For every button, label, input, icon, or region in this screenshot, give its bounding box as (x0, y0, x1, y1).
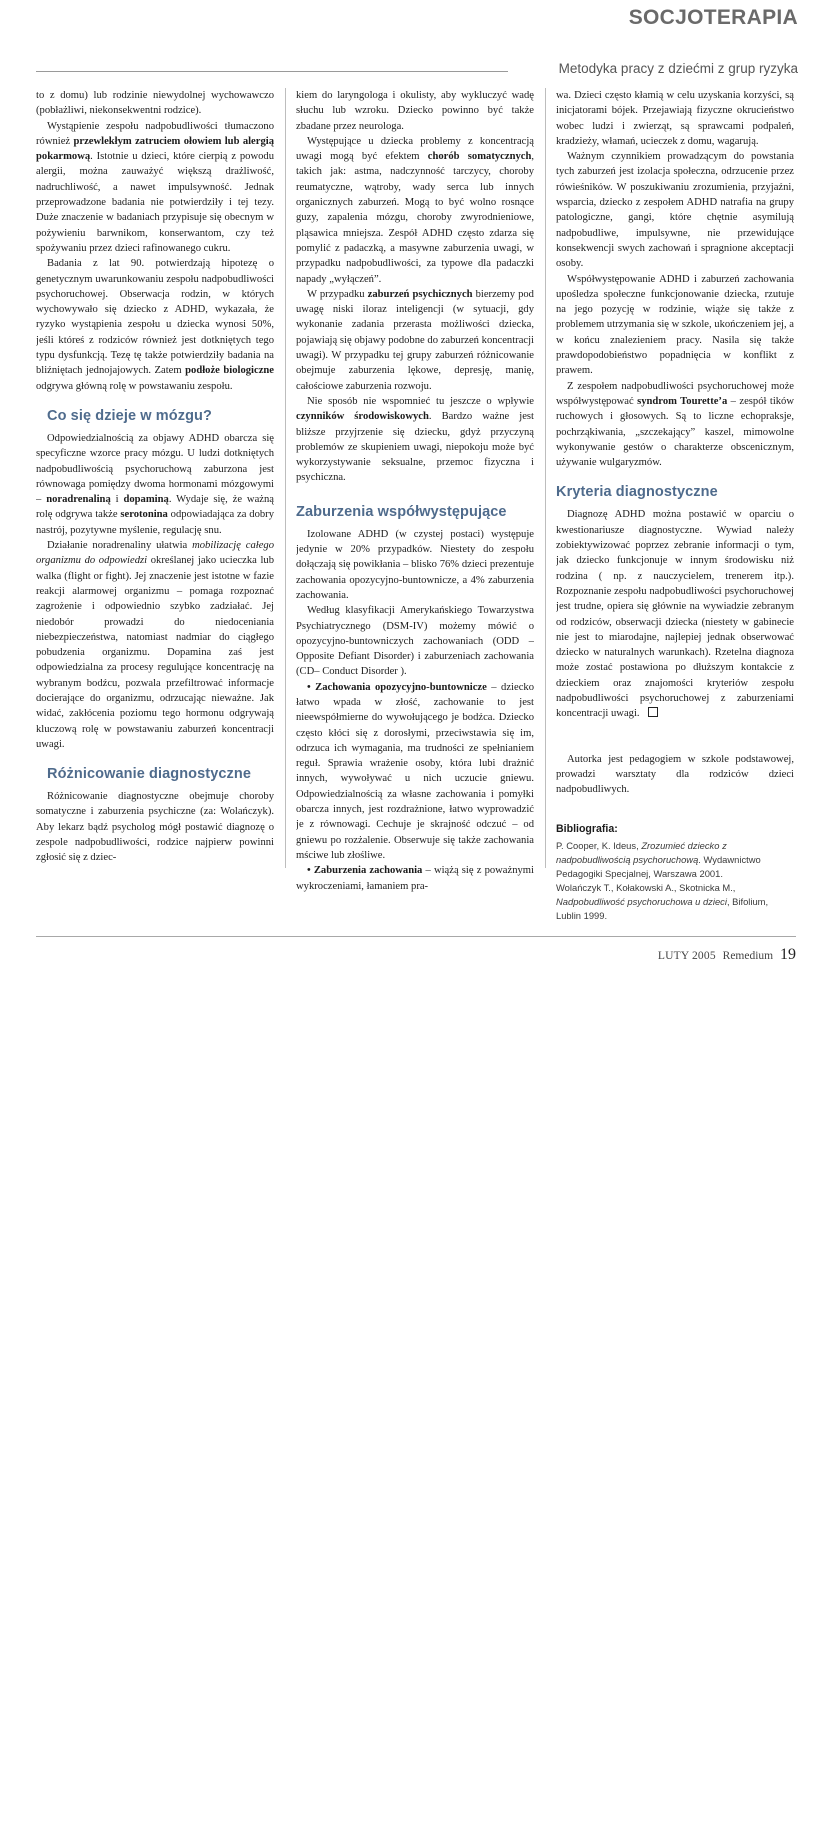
paragraph: Występujące u dziecka problemy z koncentracją uwagi mogą być efektem chorób somatycznych, takich jak: astma, nadczynność tarczycy, choroby reumatyczne, wątroby, wady serca lub innych organicznych zaburzeń. Mogą to być wolno rosnące guzy, zapalenia mózgu, choroby zwyrodnieniowe, pląsawica mniejsza. Zespół ADHD często zdarza się pomylić z padaczką, a masywne zaburzenia uwagi, w przypadku nadpobudliwości, za typowe dla padaczki napady „wyłączeń”. (296, 135, 534, 285)
bibliography-entry: Wolańczyk T., Kołakowski A., Skotnicka M., Nadpobudliwość psychoruchowa u dzieci, Bifolium, Lublin 1999. (556, 882, 769, 922)
article-end-mark (648, 707, 658, 717)
section-heading-criteria: Kryteria diagnostyczne (556, 484, 718, 501)
section-heading-differential: Różnicowanie diagnostyczne (47, 766, 252, 783)
paragraph: Nie sposób nie wspomnieć tu jeszcze o wpływie czynników środowiskowych. Bardzo ważne jest bliższe przyjrzenie się dziecku, gdyż przyczyną problemów ze skupieniem uwagi, niepokoju może być wykorzystywanie seksualne, przemoc fizyczna i psychiczna. (296, 395, 534, 484)
column-3 (556, 88, 794, 932)
column-2 (296, 88, 534, 932)
paragraph: • Zaburzenia zachowania – wiążą się z poważnymi wykroczeniami, łamaniem pra- (296, 865, 534, 892)
paragraph: Różnicowanie diagnostyczne obejmuje choroby somatyczne i zaburzenia psychiczne (za: Wolańczyk). Aby lekarz bądź psycholog mógł postawić diagnozę o zespole nadpobudliwości, rodzice najpierw powinni zgłosić się z dziec- (36, 791, 274, 864)
paragraph: Według klasyfikacji Amerykańskiego Towarzystwa Psychiatrycznego (DSM-IV) możemy mówić o opozycyjno-buntowniczych zachowaniach (ODD – Opposite Defiant Disorder) i zaburzeniach zachowania (CD– Conduct Disorder ). (296, 605, 534, 678)
paragraph: Działanie noradrenaliny ułatwia mobilizację całego organizmu do odpowiedzi określanej jako ucieczka lub walka (flight or fight). Jej znaczenie jest istotne w fazie reakcji alarmowej organizmu – pomaga rozpoznać zagrożenie i odpowiednio szybko zadziałać. Jej niedobór prowadzi do niedoceniania niebezpieczeństwa, natomiast nadmiar do ciągłego pobudzenia organizmu. Dopamina zaś jest odpowiedzialna za procesy regulujące koncentrację na wybranym bodźcu, pozwala przefiltrować informacje docierające do organizmu, odrzucając nieważne. Jak widać, zakłócenia poziomu tego hormonu odgrywają kluczową rolę w powstawaniu zaburzeń koncentracji uwagi. (36, 540, 274, 750)
paragraph: Ważnym czynnikiem prowadzącym do powstania tych zaburzeń jest izolacja społeczna, odrzucenie przez rówieśników. W poszukiwaniu zrozumienia, przyjaźni, wsparcia, dziecko z zespołem ADHD natrafia na grupy patologiczne, gangi, które chętnie asymilują nadpobudliwe, impulsywne, nie przewidujące konsekwencji swych zachowań i spragnione akceptacji osoby. (556, 151, 794, 270)
page-footer (36, 936, 796, 966)
column-divider (285, 88, 286, 868)
paragraph: Odpowiedzialnością za objawy ADHD obarcza się specyficzne wzorce pracy mózgu. U ludzi dotkniętych nadpobudliwością psychoruchową zaburzona jest równowaga pomiędzy dwoma hormonami mózgowymi – noradrenaliną i dopaminą. Wydaje się, że ważną rolę odgrywa także serotonina odpowiadająca za dobry nastrój, pozytywne myślenie, regulację snu. (36, 432, 274, 536)
paragraph: Diagnozę ADHD można postawić w oparciu o kwestionariusze diagnostyczne. Wywiad należy zobiektywizować poprzez zebranie informacji o tym, jak dziecko funkcjonuje w innym środowisku niż rodzina ( np. z nauczycielem, trenerem itp.). Rozpoznanie zespołu nadpobudliwości psychoruchowej jest trudne, opiera się głównie na wywiadzie zebranym od rodziców, obserwacji dziecka (niestety w gabinecie nie jest to miarodajne, najlepiej jednak obserwować dziecko w naturalnych warunkach). Rzetelna diagnoza może zostać postawiona po dłuższym kontakcie z dzieckiem oraz znajomości kryteriów zespołu nadpobudliwości psychoruchowej z zaburzeniami koncentracji uwagi. (556, 509, 794, 720)
paragraph: wa. Dzieci często kłamią w celu uzyskania korzyści, są inicjatorami bójek. Przejawiają fizyczne okrucieństwo wobec ludzi i zwierząt, są sprawcami podpaleń, kradzieży, włamań, ucieczek z domu, wagarują. (556, 90, 794, 147)
paragraph: kiem do laryngologa i okulisty, aby wykluczyć wadę słuchu lub wzroku. Dziecko powinno być także zbadane przez neurologa. (296, 90, 534, 132)
page-header (0, 0, 816, 80)
paragraph: Badania z lat 90. potwierdzają hipotezę o genetycznym uwarunkowaniu zespołu nadpobudliwości psychoruchowej. Obserwacja rodzin, w których wychowywało się dziecko z ADHD, wykazała, że ryzyko wystąpienia zespołu u dziecka wynosi 50%, jeśli któreś z rodziców również jest dotkniętych tego typu dysfunkcją. Tezę tę także potwierdziły badania na bliźniętach jednojajowych. Zatem podłoże biologiczne odgrywa główną rolę w powstawaniu zespołu. (36, 258, 274, 392)
header-rule (36, 71, 508, 72)
paragraph: Izolowane ADHD (w czystej postaci) występuje jedynie w 20% przypadków. Niestety do zespołu dołączają się powikłania – blisko 76% dzieci prezentuje zachowania opozycyjno-buntownicze, a 4% zaburzenia zachowania. (296, 528, 534, 601)
footer-text (658, 946, 796, 964)
column-divider (545, 88, 546, 868)
header-row (36, 56, 798, 76)
paragraph: Z zespołem nadpobudliwości psychoruchowej może współwystępować syndrom Tourette’a – zespół tików ruchowych i głosowych. Są to liczne echopraksje, pochrząkiwania, „szczekający” kaszel, mimowolne wykonywanie gestów o charakterze obscenicznym, używanie wulgaryzmów. (556, 380, 794, 469)
paragraph: to z domu) lub rodzinie niewydolnej wychowawczo (pobłażliwi, niekonsekwentni rodzice). (36, 90, 274, 117)
paragraph: Współwystępowanie ADHD i zaburzeń zachowania upośledza społeczne funkcjonowanie dziecka, rzutuje na jego pozycję w rodzinie, wiąże się także z problemem utrzymania się w szkole, ukończeniem jej, a w końcu znalezieniem pracy. Nasila się także prawdopodobieństwo popadnięcia w konflikt z prawem. (556, 273, 794, 377)
paragraph: Wystąpienie zespołu nadpobudliwości tłumaczono również przewlekłym zatruciem ołowiem lub alergią pokarmową. Istotnie u dzieci, które cierpią z powodu alergii, można zauważyć większą drażliwość, nadruchliwość, a nawet impulsywność. Jednak przeprowadzone badania nie potwierdziły i tej tezy. Duże znaczenie w badaniach przypisuje się obecnym w pożywieniu barwnikom, konserwantom, czy też spożywaniu przez dzieci rafinowanego cukru. (36, 120, 274, 254)
section-heading-brain: Co się dzieje w mózgu? (47, 407, 212, 424)
bibliography-heading: Bibliografia: (556, 823, 618, 836)
magazine-name: SOCJOTERAPIA (628, 6, 798, 29)
bibliography-entry: P. Cooper, K. Ideus, Zrozumieć dziecko z nadpobudliwością psychoruchową. Wydawnictwo Pedagogiki Specjalnej, Warszawa 2001. (556, 840, 761, 880)
page-number: 19 (780, 946, 796, 963)
article-columns (36, 88, 796, 932)
author-note: Autorka jest pedagogiem w szkole podstawowej, prowadzi warsztaty dla rodziców dzieci nadpobudliwych. (556, 753, 794, 796)
column-1 (36, 88, 274, 932)
paragraph: • Zachowania opozycyjno-buntownicze – dziecko łatwo wpada w złość, zachowanie to jest nieewspółmierne do wywołującego je bodźca. Dziecko często kłóci się z dorosłymi, przeciwstawia się im, odrzuca ich wymagania, ma trudności ze spełnianiem reguł. Sprawia wrażenie osoby, która lubi drażnić innych, wywoływać u nich uczucie gniewu. Odpowiedzialnością za własne zachowania i pomyłki obarcza innych, jest rozdrażnione, łatwo wyprowadzić je z równowagi. Cechuje je skrajność odczuć – od gniewu po rozżalenie. Obserwuje się także zachowania mściwe lub złośliwe. (296, 681, 534, 861)
footer-rule (36, 936, 796, 937)
paragraph: W przypadku zaburzeń psychicznych bierzemy pod uwagę niski iloraz inteligencji (w sytuacji, gdy wykonanie zadania przerasta możliwości dziecka, pojawiają się objawy podobne do zaburzeń koncentracji uwagi). W przypadku tej grupy zaburzeń różnicowanie obejmuje zaburzenia lękowe, depresję, manię, całościowe zaburzenia rozwoju. (296, 288, 534, 392)
section-subtitle: Metodyka pracy z dziećmi z grup ryzyka (558, 61, 798, 76)
issue-date: LUTY 2005 (657, 950, 716, 962)
publication-name: Remedium (722, 950, 774, 962)
section-heading-comorbid: Zaburzenia współwystępujące (296, 503, 507, 520)
